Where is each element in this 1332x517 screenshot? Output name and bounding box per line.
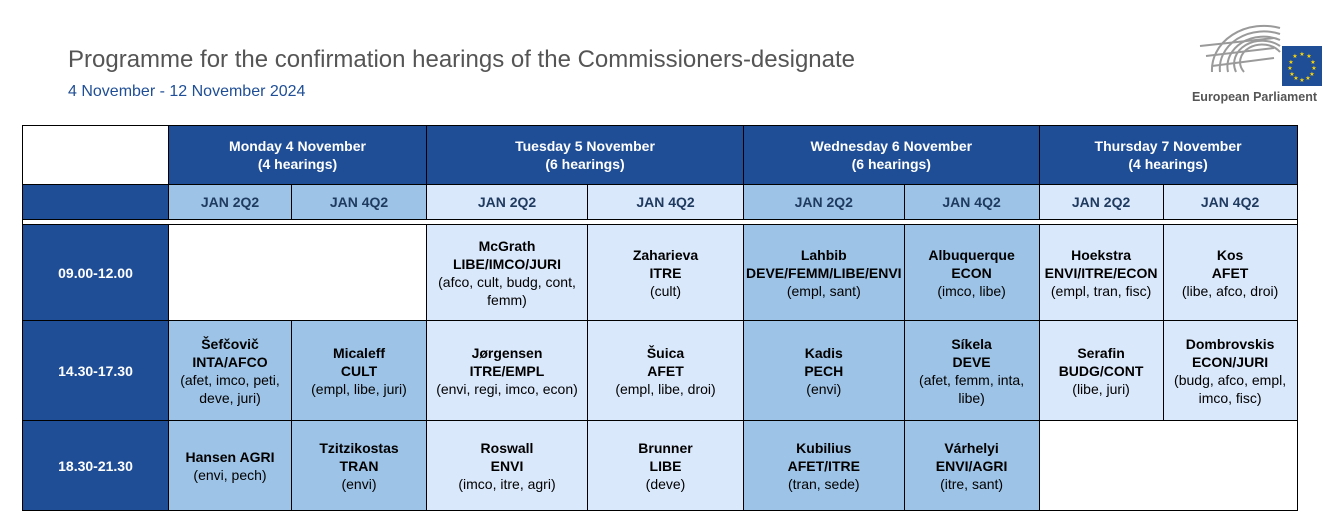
hearing-cell: Várhelyi ENVI/AGRI (itre, sant)	[904, 421, 1039, 511]
day-header-wednesday: Wednesday 6 November (6 hearings)	[744, 126, 1040, 185]
hearing-cell: Kubilius AFET/ITRE (tran, sede)	[744, 421, 905, 511]
room-cell: JAN 2Q2	[169, 185, 292, 220]
hearing-cell: Kadis PECH (envi)	[744, 321, 905, 421]
hearing-cell: Hansen AGRI (envi, pech)	[169, 421, 292, 511]
svg-text:★: ★	[1310, 59, 1316, 66]
day-header-thursday: Thursday 7 November (4 hearings)	[1039, 126, 1297, 185]
hearing-cell: Hoekstra ENVI/ITRE/ECON (empl, tran, fisc)	[1039, 225, 1163, 321]
hearing-cell: Kos AFET (libe, afco, droi)	[1163, 225, 1297, 321]
time-slot-label: 09.00-12.00	[23, 225, 169, 321]
page-subtitle: 4 November - 12 November 2024	[68, 83, 306, 100]
hearing-cell: Roswall ENVI (imco, itre, agri)	[427, 421, 588, 511]
time-slot-row	[23, 421, 1298, 511]
room-row-label	[23, 185, 169, 220]
empty-cell	[169, 225, 427, 321]
time-slot-label: 14.30-17.30	[23, 321, 169, 421]
hearing-cell: Síkela DEVE (afet, femm, inta, libe)	[904, 321, 1039, 421]
hearing-cell: Lahbib DEVE/FEMM/LIBE/ENVI (empl, sant)	[744, 225, 905, 321]
day-header-monday: Monday 4 November (4 hearings)	[169, 126, 427, 185]
svg-text:★: ★	[1288, 59, 1294, 66]
hearing-cell: Tzitzikostas TRAN (envi)	[292, 421, 427, 511]
hearing-cell: Jørgensen ITRE/EMPL (envi, regi, imco, econ)	[427, 321, 588, 421]
room-cell: JAN 2Q2	[427, 185, 588, 220]
hearing-cell: Serafin BUDG/CONT (libe, juri)	[1039, 321, 1163, 421]
hearing-cell: Šuica AFET (empl, libe, droi)	[588, 321, 744, 421]
svg-text:★: ★	[1287, 65, 1293, 72]
room-cell: JAN 2Q2	[744, 185, 905, 220]
hearing-cell: McGrath LIBE/IMCO/JURI (afco, cult, budg, cont, femm)	[427, 225, 588, 321]
svg-text:★: ★	[1299, 77, 1305, 84]
hearing-cell: Zaharieva ITRE (cult)	[588, 225, 744, 321]
time-slot-row	[23, 321, 1298, 421]
hearing-cell: Albuquerque ECON (imco, libe)	[904, 225, 1039, 321]
day-header-tuesday: Tuesday 5 November (6 hearings)	[427, 126, 744, 185]
svg-text:★: ★	[1289, 71, 1295, 78]
room-cell: JAN 4Q2	[292, 185, 427, 220]
hearing-cell: Micaleff CULT (empl, libe, juri)	[292, 321, 427, 421]
room-cell: JAN 4Q2	[588, 185, 744, 220]
svg-text:★: ★	[1305, 75, 1311, 82]
svg-text:★: ★	[1293, 75, 1299, 82]
day-header-row	[23, 126, 1298, 185]
empty-cell	[1039, 421, 1297, 511]
hearing-cell: Brunner LIBE (deve)	[588, 421, 744, 511]
room-cell: JAN 2Q2	[1039, 185, 1163, 220]
hearing-cell: Dombrovskis ECON/JURI (budg, afco, empl, imco, fisc)	[1163, 321, 1297, 421]
hearing-cell: Šefčovič INTA/AFCO (afet, imco, peti, deve, juri)	[169, 321, 292, 421]
corner-cell	[23, 126, 169, 185]
page-title: Programme for the confirmation hearings of the Commissioners-designate	[68, 46, 856, 73]
room-row	[23, 185, 1298, 220]
time-slot-label: 18.30-21.30	[23, 421, 169, 511]
time-slot-row	[23, 225, 1298, 321]
parliament-hemicycle-icon	[1182, 12, 1327, 92]
hearings-schedule-table	[22, 125, 1298, 511]
european-parliament-logo	[1182, 12, 1327, 110]
svg-text:★: ★	[1292, 53, 1298, 60]
svg-text:★: ★	[1311, 65, 1317, 72]
room-cell: JAN 4Q2	[904, 185, 1039, 220]
logo-text: European Parliament	[1191, 90, 1318, 104]
svg-text:★: ★	[1299, 51, 1305, 58]
svg-text:★: ★	[1306, 53, 1312, 60]
svg-text:★: ★	[1309, 71, 1315, 78]
room-cell: JAN 4Q2	[1163, 185, 1297, 220]
